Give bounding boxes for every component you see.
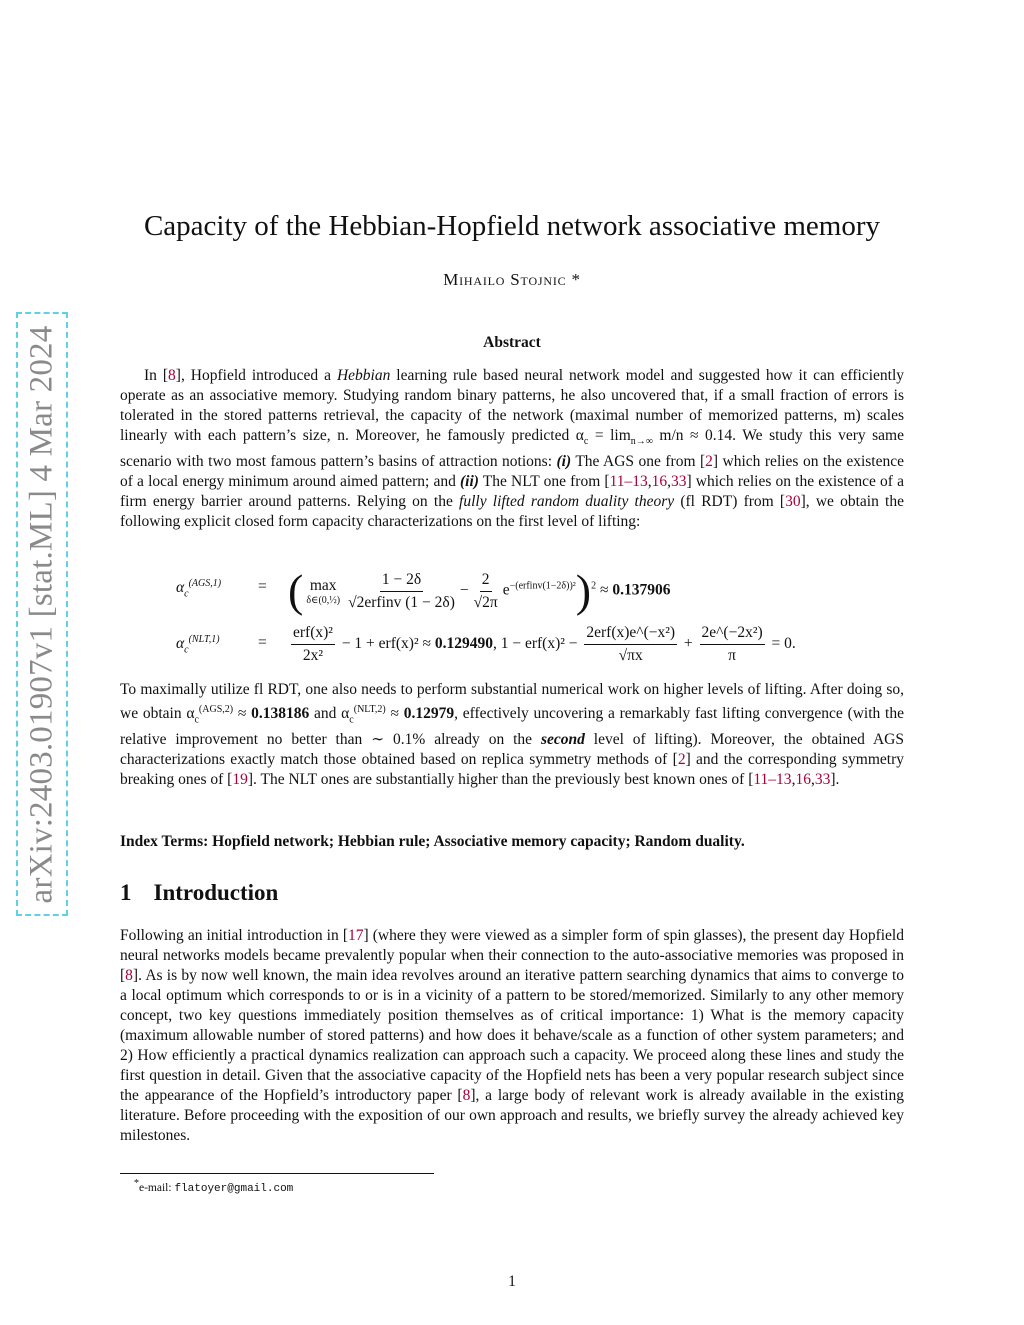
section-title: Introduction (153, 880, 279, 905)
abstract-heading: Abstract (483, 334, 541, 351)
section-number: 1 (120, 880, 132, 905)
citation-link[interactable]: 16 (651, 473, 668, 491)
equation-rhs: ( max δ∈(0,½) $\frac{1 - 2\delta}{\text{√2erfinv (1 − 2δ)}}$ − $\frac{2}{√2\pi}$ $e^{-(erfinv(1-2\delta))^2})^2 \approx 0.137906$ (288, 565, 671, 616)
abstract-paragraph-2: To maximally utilize fl RDT, one also needs to perform substantial numerical work on higher levels of lifting. After doing so, we obtain $\alpha_c^{(AGS,2)} \approx 0.138186$ and $\alpha_c^{(NLT,2)} \approx 0.12979$, effectively uncovering a remarkably fast lifting convergence (with the relative improvement no better than ∼ 0.1% already on the second level of lifting). Moreover, the obtained AGS characterizations exactly match those obtained based on replica symmetry methods of [2] and the corresponding symmetry breaking ones of [19]. The NLT ones are substantially higher than the previously best known ones of [11–13,16,33]. (120, 681, 904, 789)
arxiv-stamp[interactable] (16, 312, 68, 916)
author-name: Mihailo Stojnic (443, 270, 567, 289)
citation-link[interactable]: 16 (795, 771, 811, 789)
page-number: 1 (508, 1273, 516, 1290)
paper-title: Capacity of the Hebbian-Hopfield network associative memory (143, 210, 881, 242)
equation-rhs: $\frac{\text{erf(x)²}}{\text{2x²}}$ − 1 + erf(x)² ≈ 0.129490, 1 − erf(x)² − $\frac{\text{2erf(x)e\textasciicircum{}(−x²)}}{√\pi x}$ + $\frac{\text{2e\textasciicircum{}(−2x²)}}{\pi}$ = 0. (293, 624, 796, 664)
citation-link[interactable]: 11–13 (609, 473, 648, 491)
citation-link[interactable]: 8 (168, 367, 176, 384)
equation-nlt: $\alpha_c^{(NLT,1)}$ = $\frac{\text{erf(x)²}}{\text{2x²}}$ − 1 + erf(x)² ≈ 0.129490, 1 − erf(x)² − $\frac{\text{2erf(x)e\textasciicircum{}(−x²)}}{√\pi x}$ + $\frac{\text{2e\textasciicircum{}(−2x²)}}{\pi}$ = 0. (176, 624, 796, 664)
citation-link[interactable]: 17 (348, 927, 364, 944)
citation-link[interactable]: 2 (705, 453, 713, 471)
author-line (120, 270, 904, 290)
citation-link[interactable]: 33 (671, 473, 687, 491)
citation-link[interactable]: 19 (232, 771, 248, 789)
footnote-rule (120, 1173, 434, 1174)
citation-link[interactable]: 8 (125, 967, 133, 984)
arxiv-id[interactable]: arXiv:2403.01907v1 [stat.ML] 4 Mar 2024 (23, 325, 60, 903)
footnote: *e-mail: flatoyer@gmail.com (134, 1178, 294, 1195)
intro-paragraph: Following an initial introduction in [17] (where they were viewed as a simpler form of spin glasses), the present day Hopfield neural networks models became prevalently popular when their connection to the auto-associative memories was proposed in [8]. As is by now well known, the main idea revolves around an iterative pattern searching dynamics that aims to converge to a local optimum which corresponds to or is in a vicinity of a pattern to be stored/memorized. Similarly to any other memory concept, two key questions immediately position themselves as of critical importance: 1) What is the memory capacity (maximum allowable number of stored patterns) and how does it behave/scale as a function of other system parameters; and 2) How efficiently a practical dynamics realization can approach such a capacity. We proceed along these lines and study the first question in detail. Given that the associative capacity of the Hopfield nets has been a very popular research subject since the appearance of the Hopfield’s introductory paper [8], a large body of relevant work is already available in the existing literature. Before proceeding with the exposition of our own approach and results, we briefly survey the already achieved key milestones. (120, 927, 905, 1144)
equation-ags: $\alpha_c^{(AGS,1)}$ = ( max δ∈(0,½) $\frac{1 - 2\delta}{\text{√2erfinv (1 − 2δ)}}$ − $\frac{2}{√2\pi}$ $e^{-(erfinv(1-2\delta))^2})^2 \approx 0.137906$ (176, 565, 671, 616)
equation-lhs: $\alpha_c^{(AGS,1)}$ (176, 578, 222, 600)
citation-link[interactable]: 33 (814, 771, 831, 789)
citation-link[interactable]: 30 (785, 493, 801, 511)
section-heading (120, 880, 278, 906)
citation-link[interactable]: 11–13 (753, 771, 792, 789)
email-link[interactable]: flatoyer@gmail.com (174, 1182, 294, 1195)
author-footnote-mark[interactable]: * (566, 270, 581, 289)
abstract-paragraph-1: In [8], Hopfield introduced a Hebbian learning rule based neural network model and suggested how it can efficiently operate as an associative memory. Studying random binary patterns, he also uncovered that, if a small fraction of errors is tolerated in the stored patterns retrieval, the capacity of the network (maximal number of memorized patterns, m) scales linearly with each pattern’s size, n. Moreover, he famously predicted $\alpha_c = \lim_{n\to\infty} m/n \approx 0.14$. We study this very same scenario with two most famous pattern’s basins of attraction notions: (i) The AGS one from [2] which relies on the existence of a local energy minimum around aimed pattern; and (ii) The NLT one from [11–13,16,33] which relies on the existence of a firm energy barrier around patterns. Relying on the fully lifted random duality theory (fl RDT) from [30], we obtain the following explicit closed form capacity characterizations on the first level of lifting: (120, 367, 904, 531)
equation-lhs: $\alpha_c^{(NLT,1)}$ (176, 634, 220, 656)
citation-link[interactable]: 2 (677, 751, 686, 769)
index-terms: Index Terms: Hopfield network; Hebbian rule; Associative memory capacity; Random duality. (120, 833, 745, 850)
citation-link[interactable]: 8 (462, 1087, 471, 1104)
